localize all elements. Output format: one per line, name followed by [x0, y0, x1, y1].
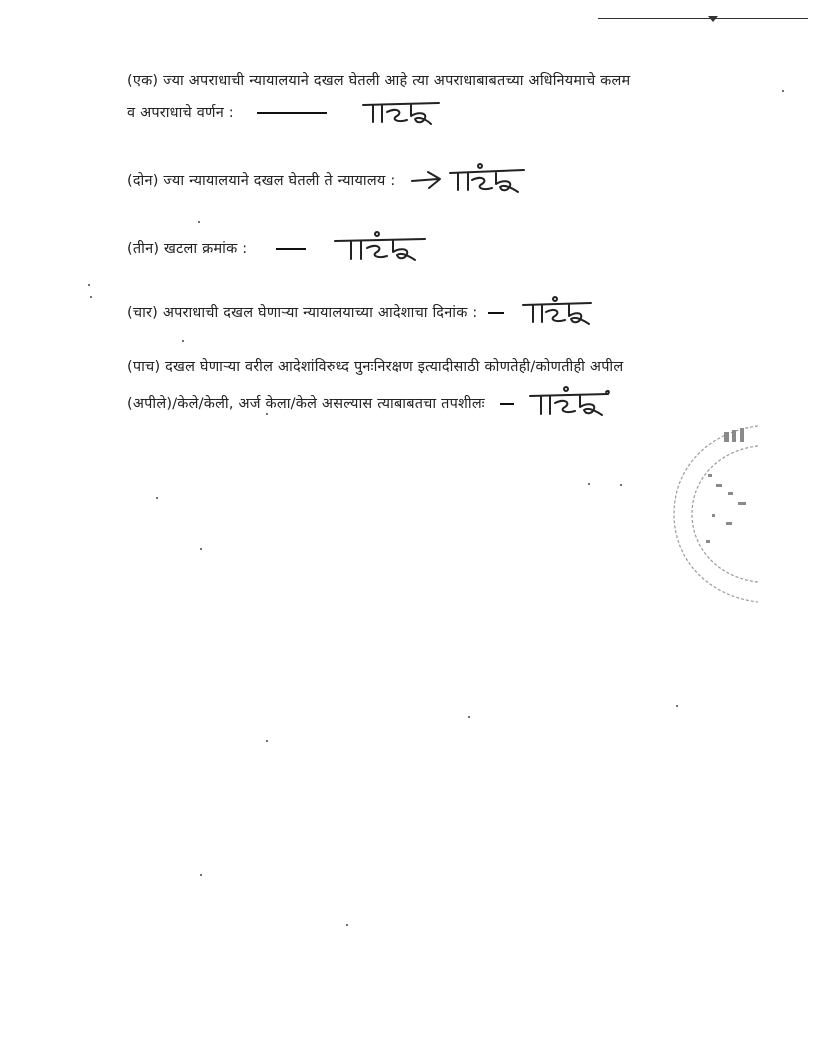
- scan-speck: [266, 413, 268, 415]
- partial-seal-stamp: [668, 418, 758, 608]
- item2-text: (दोन) ज्या न्यायालयाने दखल घेतली ते न्यायालय :: [127, 173, 396, 189]
- item2-handwritten-value: [410, 162, 528, 200]
- item2-nirank-handwriting: [410, 162, 528, 196]
- scan-speck: [200, 874, 202, 876]
- item5-dash: [500, 403, 514, 404]
- item3-handwritten-value: [333, 230, 429, 268]
- scan-speck: [90, 296, 92, 298]
- item2-row: [127, 162, 528, 200]
- item5-handwritten-value: [528, 386, 612, 422]
- item4-handwritten-value: [521, 296, 595, 330]
- item4-row: [127, 296, 595, 330]
- item5-line2-row: [127, 386, 612, 422]
- item1-line2: व अपराधाचे वर्णन :: [127, 105, 234, 121]
- item1-handwritten-value: [361, 96, 443, 130]
- scan-speck: [156, 497, 158, 499]
- scan-speck: [588, 483, 590, 485]
- item1-line2-row: [127, 96, 443, 130]
- item3-text: (तीन) खटला क्रमांक :: [127, 241, 248, 257]
- top-mark-icon: [708, 15, 718, 23]
- top-rule: [598, 18, 808, 19]
- item4-nirank-handwriting: [521, 296, 595, 326]
- scan-speck: [266, 740, 268, 742]
- item3-row: [127, 230, 429, 268]
- item3-nirank-handwriting: [333, 230, 429, 264]
- scan-speck: [346, 924, 348, 926]
- scan-speck: [200, 548, 202, 550]
- scan-speck: [198, 221, 200, 223]
- scan-speck: [468, 716, 470, 718]
- item1-nirank-handwriting: [361, 96, 443, 126]
- item1-dash: [257, 112, 327, 113]
- item3-dash: [276, 248, 306, 249]
- scan-speck: [620, 484, 622, 486]
- scan-speck: [88, 284, 90, 286]
- item5-line1: (पाच) दखल घेणाऱ्या वरील आदेशांविरुध्द पुनःनिरक्षण इत्यादीसाठी कोणतेही/कोणतीही अपील: [127, 359, 624, 375]
- item5-nirank-handwriting: [528, 386, 612, 418]
- item1-line1: (एक) ज्या अपराधाची न्यायालयाने दखल घेतली आहे त्या अपराधाबाबतच्या अधिनियमाचे कलम: [127, 73, 631, 89]
- scan-speck: [182, 340, 184, 342]
- item4-dash: [488, 312, 504, 313]
- scan-speck: [676, 705, 678, 707]
- item5-line2: (अपीले)/केले/केली, अर्ज केला/केले असल्यास त्याबाबतचा तपशीलः: [127, 396, 485, 412]
- item4-text: (चार) अपराधाची दखल घेणाऱ्या न्यायालयाच्या आदेशाचा दिनांक :: [127, 305, 478, 321]
- scan-speck: [782, 90, 784, 92]
